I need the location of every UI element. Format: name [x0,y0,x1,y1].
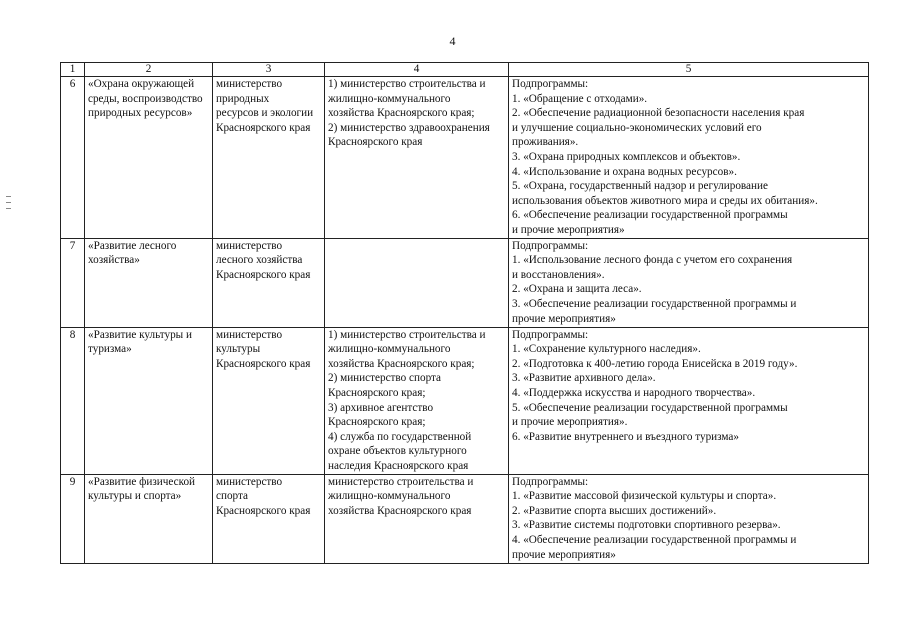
cell-text-line: 4. «Использование и охрана водных ресурсов». [512,165,737,178]
cell-text-line: Подпрограммы: [512,239,589,252]
cell-text-line: хозяйства Красноярского края [328,504,472,517]
cell-text-line: 2) министерство здравоохранения [328,121,490,134]
cell-text-line: прочие мероприятия» [512,548,616,561]
cell-text-line: хозяйства Красноярского края; [328,357,475,370]
cell-text-line: министерство строительства и [328,475,474,488]
cell-text-line: 4. «Обеспечение реализации государственной программы и [512,533,797,546]
cell-text-line: 6. «Развитие внутреннего и въездного туризма» [512,430,739,443]
cell-text-line: Красноярского края; [328,386,426,399]
cell-text-line: использования объектов животного мира и среды их обитания». [512,194,818,207]
co-executors-cell [325,238,509,327]
cell-text-line: 1) министерство строительства и [328,78,486,90]
responsible-executor-cell [213,474,325,563]
cell-text-line: «Развитие культуры и [88,328,192,341]
cell-text-line: и восстановления». [512,268,605,281]
cell-text-line: 2. «Охрана и защита леса». [512,283,642,296]
subprograms-cell [509,474,869,563]
cell-text-line: 3. «Охрана природных комплексов и объектов». [512,150,741,163]
cell-text-line: Подпрограммы: [512,475,589,488]
program-name-cell [85,238,213,327]
cell-text-line: Красноярского края [216,268,311,281]
cell-text-line: 1. «Использование лесного фонда с учетом его сохранения [512,254,793,267]
table-row [61,238,869,327]
responsible-executor-cell [213,327,325,474]
cell-text-line: Красноярского края [328,136,423,149]
subprograms-cell [509,327,869,474]
row-number: 8 [61,327,85,474]
cell-text-line: природных ресурсов» [88,107,193,120]
cell-text-line: и прочие мероприятия» [512,223,625,236]
cell-text-line: наследия Красноярского края [328,459,469,472]
cell-text-line: министерство [216,328,283,341]
cell-text-line: 4. «Поддержка искусства и народного творчества». [512,386,756,399]
cell-text-line: прочие мероприятия» [512,312,616,325]
table-header-row [61,63,869,77]
table-row [61,77,869,239]
responsible-executor-cell [213,238,325,327]
cell-text-line: культуры и спорта» [88,490,182,503]
row-number: 9 [61,474,85,563]
subprograms-cell [509,238,869,327]
co-executors-cell [325,474,509,563]
cell-text-line: министерство [216,475,283,488]
cell-text-line: жилищно-коммунального [328,92,451,105]
programs-table [60,62,869,564]
cell-text-line: Красноярского края [216,504,311,517]
cell-text-line: Подпрограммы: [512,328,589,341]
header-col-3: 3 [213,63,325,77]
cell-text-line: проживания». [512,136,579,149]
cell-text-line: 5. «Охрана, государственный надзор и регулирование [512,180,768,193]
cell-text-line: хозяйства» [88,254,140,267]
cell-text-line: 2) министерство спорта [328,372,442,385]
cell-text-line: 1. «Сохранение культурного наследия». [512,343,701,356]
cell-text-line: 1. «Развитие массовой физической культуры и спорта». [512,490,777,503]
cell-text-line: 3. «Развитие архивного дела». [512,372,656,385]
table-row [61,327,869,474]
cell-text-line: «Развитие физической [88,475,196,488]
header-col-2: 2 [85,63,213,77]
header-col-5: 5 [509,63,869,77]
co-executors-cell [325,327,509,474]
cell-text-line: спорта [216,490,248,503]
cell-text-line: 2. «Развитие спорта высших достижений». [512,504,717,517]
cell-text-line: хозяйства Красноярского края; [328,107,475,120]
cell-text-line: 6. «Обеспечение реализации государственной программы [512,209,788,222]
cell-text-line: жилищно-коммунального [328,343,451,356]
cell-text-line: «Охрана окружающей [88,78,195,90]
cell-text-line: 1. «Обращение с отходами». [512,92,648,105]
margin-marks [6,196,18,214]
margin-tick [6,208,11,209]
program-name-cell [85,77,213,239]
page-number: 4 [449,34,456,48]
header-col-4: 4 [325,63,509,77]
cell-text-line: жилищно-коммунального [328,490,451,503]
row-number: 6 [61,77,85,239]
margin-tick [6,196,11,197]
cell-text-line: Красноярского края; [328,416,426,429]
responsible-executor-cell [213,77,325,239]
cell-text-line: 4) служба по государственной [328,430,472,443]
cell-text-line: ресурсов и экологии [216,107,314,120]
cell-text-line: 3. «Развитие системы подготовки спортивного резерва». [512,519,781,532]
cell-text-line: туризма» [88,343,132,356]
cell-text-line: «Развитие лесного [88,239,177,252]
cell-text-line: природных [216,92,270,105]
cell-text-line: культуры [216,343,261,356]
cell-text-line: охране объектов культурного [328,445,467,458]
cell-text-line: Красноярского края [216,121,311,134]
cell-text-line: 2. «Подготовка к 400-летию города Енисейска в 2019 году». [512,357,798,370]
cell-text-line: Подпрограммы: [512,78,589,90]
cell-text-line: министерство [216,78,283,90]
co-executors-cell [325,77,509,239]
cell-text-line: и прочие мероприятия». [512,416,628,429]
cell-text-line: среды, воспроизводство [88,92,203,105]
program-name-cell [85,474,213,563]
program-name-cell [85,327,213,474]
row-number: 7 [61,238,85,327]
subprograms-cell [509,77,869,239]
cell-text-line: 3) архивное агентство [328,401,434,414]
cell-text-line: Красноярского края [216,357,311,370]
cell-text-line: лесного хозяйства [216,254,303,267]
cell-text-line: 1) министерство строительства и [328,328,486,341]
header-col-1: 1 [61,63,85,77]
cell-text-line: министерство [216,239,283,252]
margin-tick [6,202,11,203]
table-row [61,474,869,563]
cell-text-line: 3. «Обеспечение реализации государственной программы и [512,297,797,310]
cell-text-line: и улучшение социально-экономических условий его [512,121,762,134]
cell-text-line: 2. «Обеспечение радиационной безопасности населения края [512,107,805,120]
cell-text-line: 5. «Обеспечение реализации государственной программы [512,401,788,414]
